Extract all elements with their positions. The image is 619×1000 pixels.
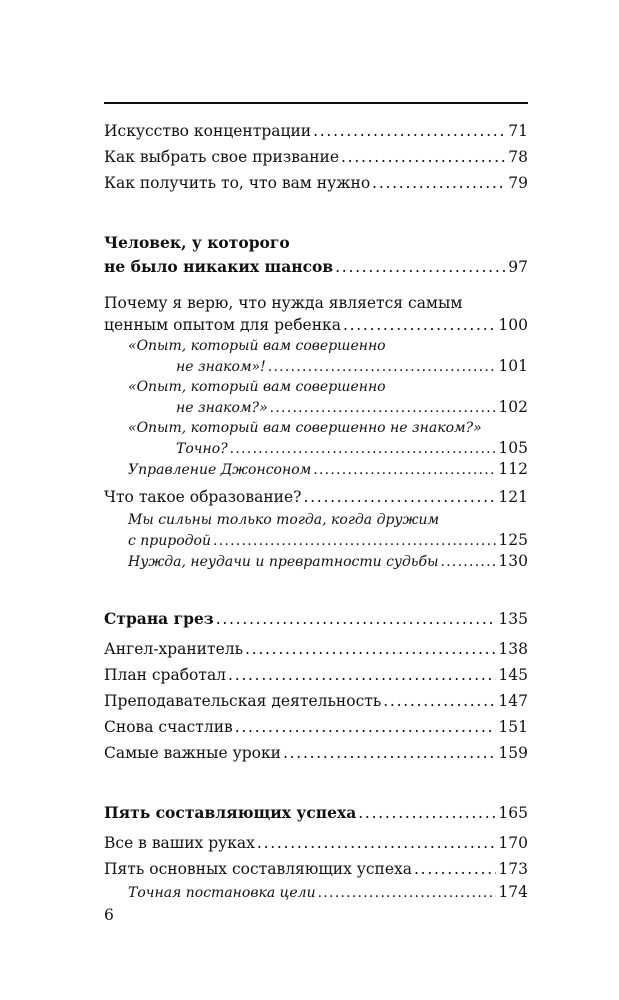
toc-entry[interactable] (104, 636, 528, 662)
toc-entry[interactable] (104, 118, 528, 144)
subentry[interactable] (128, 551, 528, 572)
dot-leader (303, 484, 496, 510)
dot-leader (283, 740, 496, 766)
toc-entry-title: Снова счастлив (104, 718, 233, 736)
subentry[interactable] (128, 397, 528, 418)
toc-entry-page: 101 (498, 357, 528, 375)
toc-entry-title: Преподавательская деятельность (104, 692, 382, 710)
toc-entry-page: 97 (508, 258, 528, 276)
dot-leader (235, 714, 497, 740)
section-entry[interactable] (104, 606, 528, 632)
subentry[interactable] (128, 438, 528, 459)
subentry-title-line1[interactable]: Мы сильны только тогда, когда дружим (128, 512, 440, 528)
toc-entry-page: 79 (508, 174, 528, 192)
section-title: Страна грез (104, 609, 214, 628)
toc-entry-title: Искусство концентрации (104, 122, 312, 140)
subentry-title-line1[interactable]: «Опыт, который вам совершенно (128, 379, 386, 395)
dot-leader (318, 883, 497, 903)
section-title-line1[interactable]: Человек, у которого (104, 233, 290, 252)
dot-leader (372, 170, 506, 196)
dot-leader (441, 552, 497, 572)
toc-entry-page: 105 (498, 439, 528, 457)
toc-entry-page: 151 (498, 718, 528, 736)
section-title: Пять составляющих успеха (104, 803, 357, 822)
page-number: 6 (104, 906, 114, 924)
subentry-title-line1[interactable]: «Опыт, который вам совершенно не знаком?» (128, 420, 482, 436)
subentry[interactable] (128, 459, 528, 480)
dot-leader (213, 531, 496, 551)
toc-entry-page: 102 (498, 398, 528, 416)
toc-entry-title: Все в ваших руках (104, 834, 255, 852)
toc-entry[interactable] (104, 484, 528, 510)
toc-entry-title: План сработал (104, 666, 227, 684)
toc-entry[interactable] (104, 688, 528, 714)
subentry-group (104, 336, 528, 480)
toc-entry-title: Пять основных составляющих успеха (104, 860, 413, 878)
toc-entry-title-line2: ценным опытом для ребенка (104, 316, 341, 334)
toc-entry-title-line1[interactable]: Почему я верю, что нужда является самым (104, 294, 463, 312)
dot-leader (313, 118, 506, 144)
toc-entry-title: Как получить то, что вам нужно (104, 174, 371, 192)
dot-leader (216, 606, 497, 632)
dot-leader (313, 460, 496, 480)
dot-leader (270, 398, 497, 418)
dot-leader (383, 688, 496, 714)
toc-entry-page: 170 (498, 834, 528, 852)
toc-entry-page: 125 (498, 531, 528, 549)
subentry[interactable] (128, 356, 528, 377)
dot-leader (245, 636, 496, 662)
subentry-title: Управление Джонсоном (128, 462, 312, 478)
toc-entry-page: 130 (498, 552, 528, 570)
toc-entry-page: 100 (498, 316, 528, 334)
toc-entry-page: 165 (498, 804, 528, 822)
toc-entry[interactable] (104, 830, 528, 856)
toc-entry-page: 78 (508, 148, 528, 166)
toc-entry-page: 145 (498, 666, 528, 684)
dot-leader (230, 439, 497, 459)
subentry[interactable] (128, 882, 528, 903)
toc-entry[interactable] (104, 144, 528, 170)
dot-leader (257, 830, 496, 856)
subentry-title-line2: с природой (128, 533, 211, 549)
toc-entry-page: 71 (508, 122, 528, 140)
dot-leader (414, 856, 496, 882)
subentry-title-line1[interactable]: «Опыт, который вам совершенно (128, 338, 386, 354)
toc-entry-page: 112 (498, 460, 528, 478)
dot-leader (343, 314, 496, 336)
toc-entry[interactable] (104, 170, 528, 196)
toc-entry[interactable] (104, 314, 528, 336)
dot-leader (335, 254, 506, 280)
subentry-title-line2: не знаком»! (176, 359, 266, 375)
toc-entry-title: Ангел-хранитель (104, 640, 244, 658)
toc-entry-title: Как выбрать свое призвание (104, 148, 340, 166)
toc-entry[interactable] (104, 740, 528, 766)
dot-leader (228, 662, 496, 688)
toc-entry-page: 135 (498, 610, 528, 628)
section-entry[interactable] (104, 254, 528, 280)
toc-entry[interactable] (104, 856, 528, 882)
subentry-title-line2: не знаком?» (176, 400, 268, 416)
toc-entry-title: Самые важные уроки (104, 744, 281, 762)
toc-entry[interactable] (104, 714, 528, 740)
subentry-title-line2: Точно? (176, 441, 228, 457)
toc-entry-page: 159 (498, 744, 528, 762)
toc-entry-page: 121 (498, 488, 528, 506)
dot-leader (341, 144, 506, 170)
top-rule (104, 102, 528, 104)
dot-leader (268, 357, 497, 377)
table-of-contents (104, 118, 528, 903)
toc-entry-page: 174 (498, 883, 528, 901)
subentry-group (104, 882, 528, 903)
dot-leader (358, 800, 496, 826)
section-entry[interactable] (104, 800, 528, 826)
subentry[interactable] (128, 530, 528, 551)
toc-entry-title: Что такое образование? (104, 488, 302, 506)
toc-entry-page: 173 (498, 860, 528, 878)
subentry-title: Точная постановка цели (128, 885, 316, 901)
subentry-group (104, 510, 528, 572)
toc-entry-page: 138 (498, 640, 528, 658)
toc-entry-page: 147 (498, 692, 528, 710)
section-title-line2: не было никаких шансов (104, 257, 334, 276)
toc-entry[interactable] (104, 662, 528, 688)
subentry-title: Нужда, неудачи и превратности судьбы (128, 554, 439, 570)
